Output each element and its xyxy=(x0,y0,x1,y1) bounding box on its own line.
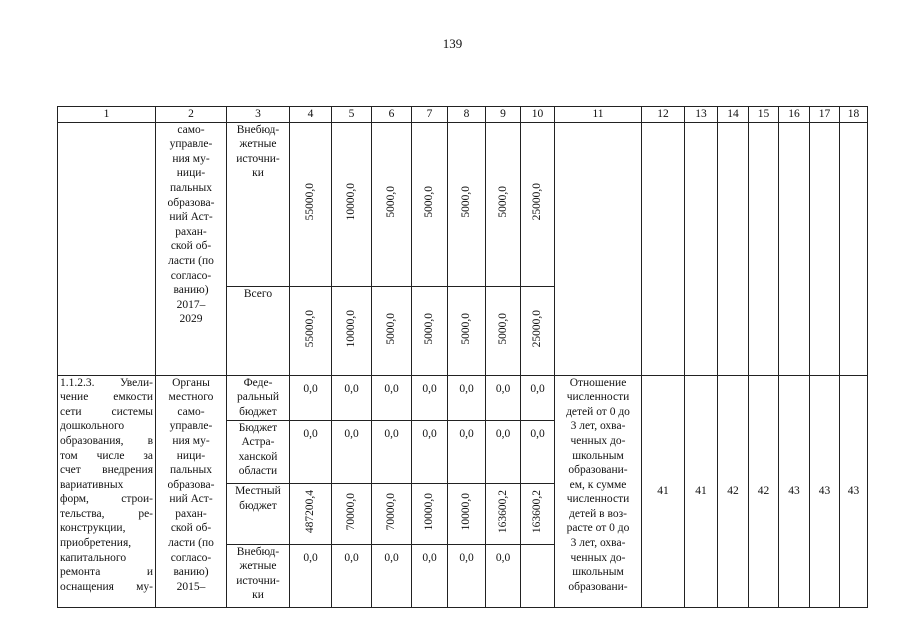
amount-cell xyxy=(521,484,555,544)
header-cell: 10 xyxy=(521,107,555,123)
text-line: источни- xyxy=(236,574,280,587)
target-cell xyxy=(642,122,685,375)
amount-cell xyxy=(290,484,332,544)
amount-cell: 0,0 xyxy=(486,420,521,483)
executor-cell xyxy=(156,122,227,375)
text-line: ральный xyxy=(237,391,279,404)
source-lines xyxy=(227,545,289,603)
text-line: Внебюд- xyxy=(236,123,280,136)
text-line: приобретения, xyxy=(60,537,132,550)
executor-lines xyxy=(156,123,226,327)
target-cell: 41 xyxy=(642,375,685,607)
source-lines xyxy=(227,376,289,420)
text-line: согласо- xyxy=(170,551,212,564)
text-line: ской об- xyxy=(170,240,212,253)
measure-cell xyxy=(58,122,156,375)
amount-cell xyxy=(448,484,486,544)
amount-cell: 0,0 xyxy=(332,544,372,608)
header-cell: 17 xyxy=(810,107,840,123)
header-row xyxy=(58,107,868,123)
text-line: жетные xyxy=(239,138,277,151)
text-line: ремонта и xyxy=(60,566,153,579)
text-line: источни- xyxy=(236,152,280,165)
text-line: рахан- xyxy=(175,507,207,520)
amount-cell: 0,0 xyxy=(290,544,332,608)
amount-cell xyxy=(412,122,448,286)
text-line: Внебюд- xyxy=(236,545,280,558)
text-line: ласти (по xyxy=(168,537,214,550)
text-line: тельства, ре- xyxy=(60,507,153,520)
text-line: бюджет xyxy=(239,499,277,512)
amount-cell: 0,0 xyxy=(372,420,412,483)
text-line: управле- xyxy=(169,138,213,151)
text-line: оснащения му- xyxy=(60,580,153,593)
text-line: местного xyxy=(168,391,214,404)
text-line: 3 лет, охва- xyxy=(570,537,626,550)
amount-cell xyxy=(290,122,332,286)
amount-value: 5000,0 xyxy=(460,186,473,218)
header-cell: 8 xyxy=(448,107,486,123)
amount-cell: 0,0 xyxy=(521,420,555,483)
amount-cell xyxy=(332,286,372,375)
source-cell xyxy=(227,484,290,544)
target-cell xyxy=(749,122,779,375)
indicator-cell xyxy=(555,122,642,375)
amount-value: 55000,0 xyxy=(304,309,317,348)
amount-value: 5000,0 xyxy=(385,312,398,345)
indicator-cell xyxy=(555,375,642,607)
text-line: Местный xyxy=(235,485,281,498)
amount-cell xyxy=(486,484,521,544)
amount-cell xyxy=(332,122,372,286)
text-line: 2017– xyxy=(176,298,206,311)
text-line: согласо- xyxy=(170,269,212,282)
text-line: ний Аст- xyxy=(169,493,213,506)
text-line: области xyxy=(238,465,278,478)
text-line: образовани- xyxy=(568,580,628,593)
source-cell xyxy=(227,544,290,608)
text-line: детей в воз- xyxy=(569,507,627,520)
text-line: школьным xyxy=(572,449,624,462)
text-line: образования, в xyxy=(60,434,153,447)
amount-cell: 0,0 xyxy=(486,375,521,420)
amount-cell: 0,0 xyxy=(332,375,372,420)
header-cell: 13 xyxy=(685,107,718,123)
amount-cell xyxy=(412,286,448,375)
text-line: Органы xyxy=(172,376,210,389)
target-cell: 41 xyxy=(685,375,718,607)
text-line: пальных xyxy=(170,182,212,195)
amount-cell: 0,0 xyxy=(412,420,448,483)
amount-value: 55000,0 xyxy=(304,183,317,221)
text-line: 2029 xyxy=(179,313,203,326)
amount-cell: 0,0 xyxy=(290,420,332,483)
measure-lines xyxy=(60,376,153,595)
text-line: ванию) xyxy=(173,284,209,297)
amount-cell xyxy=(290,286,332,375)
amount-value: 5000,0 xyxy=(423,312,436,345)
source-lines xyxy=(227,484,289,513)
target-cell xyxy=(779,122,810,375)
amount-value: 5000,0 xyxy=(496,186,509,218)
source-cell xyxy=(227,375,290,420)
amount-cell: 0,0 xyxy=(372,544,412,608)
text-line: ния му- xyxy=(172,434,210,447)
amount-cell xyxy=(412,484,448,544)
amount-cell xyxy=(332,484,372,544)
text-line: 3 лет, охва- xyxy=(570,420,626,433)
text-line: ници- xyxy=(176,167,206,180)
text-line: капитального xyxy=(60,551,127,564)
header-cell: 12 xyxy=(642,107,685,123)
amount-cell: 0,0 xyxy=(448,375,486,420)
text-line: дошкольного xyxy=(60,420,125,433)
header-cell: 4 xyxy=(290,107,332,123)
amount-value: 5000,0 xyxy=(385,186,398,218)
text-line: пальных xyxy=(170,464,212,477)
text-line: ханской xyxy=(238,450,278,463)
amount-cell xyxy=(486,122,521,286)
amount-cell xyxy=(448,122,486,286)
text-line: расте от 0 до xyxy=(566,522,630,535)
text-line: ки xyxy=(252,589,264,602)
indicator-lines xyxy=(555,376,641,595)
table-row xyxy=(58,375,868,420)
executor-lines xyxy=(156,376,226,595)
text-line: образова- xyxy=(167,196,215,209)
text-line: вариативных xyxy=(60,478,124,491)
source-cell xyxy=(227,420,290,483)
text-line: форм, строи- xyxy=(60,493,153,506)
header-cell: 18 xyxy=(840,107,868,123)
text-line: само- xyxy=(177,405,205,418)
text-line: ем, к сумме xyxy=(569,478,627,491)
target-cell: 42 xyxy=(718,375,749,607)
measure-cell xyxy=(58,375,156,607)
amount-value: 10000,0 xyxy=(460,492,473,531)
amount-value: 25000,0 xyxy=(531,183,544,221)
text-line: 1.1.2.3. Увели- xyxy=(60,376,153,389)
amount-cell xyxy=(521,286,555,375)
header-cell: 3 xyxy=(227,107,290,123)
amount-value: 163600,2 xyxy=(496,489,509,534)
text-line: чение емкости xyxy=(60,391,153,404)
text-line: Отношение xyxy=(569,376,627,389)
text-line: жетные xyxy=(239,560,277,573)
text-line: численности xyxy=(566,493,630,506)
amount-value: 10000,0 xyxy=(345,309,358,348)
source-lines xyxy=(227,421,289,479)
target-cell xyxy=(810,122,840,375)
table-row xyxy=(58,122,868,286)
source-cell xyxy=(227,122,290,286)
amount-value: 487200,4 xyxy=(304,489,317,534)
amount-cell xyxy=(448,286,486,375)
header-cell: 11 xyxy=(555,107,642,123)
amount-value: 70000,0 xyxy=(385,492,398,531)
amount-cell: 0,0 xyxy=(332,420,372,483)
header-cell: 1 xyxy=(58,107,156,123)
text-line: детей от 0 до xyxy=(566,405,630,418)
target-cell: 42 xyxy=(749,375,779,607)
text-line: ния му- xyxy=(172,152,210,165)
source-lines xyxy=(227,123,289,181)
amount-value: 70000,0 xyxy=(345,492,358,531)
text-line: ской об- xyxy=(170,522,212,535)
text-line: образова- xyxy=(167,478,215,491)
amount-cell: 0,0 xyxy=(290,375,332,420)
header-cell: 16 xyxy=(779,107,810,123)
header-cell: 5 xyxy=(332,107,372,123)
amount-cell: 0,0 xyxy=(486,544,521,608)
text-line: ласти (по xyxy=(168,255,214,268)
text-line: бюджет xyxy=(239,405,277,418)
target-cell: 43 xyxy=(810,375,840,607)
target-cell xyxy=(840,122,868,375)
text-line: управле- xyxy=(169,420,213,433)
amount-value: 5000,0 xyxy=(423,186,436,218)
text-line: ченных до- xyxy=(570,551,626,564)
amount-value: 25000,0 xyxy=(531,309,544,348)
amount-value: 10000,0 xyxy=(423,492,436,531)
amount-cell: 0,0 xyxy=(372,375,412,420)
text-line: том числе за xyxy=(60,449,153,462)
text-line: ний Аст- xyxy=(169,211,213,224)
amount-cell xyxy=(521,544,555,608)
header-cell: 6 xyxy=(372,107,412,123)
amount-cell: 0,0 xyxy=(448,420,486,483)
text-line: конструкции, xyxy=(60,522,126,535)
amount-value: 10000,0 xyxy=(345,183,358,221)
text-line: образовани- xyxy=(568,464,628,477)
amount-cell: 0,0 xyxy=(521,375,555,420)
amount-cell xyxy=(486,286,521,375)
program-table xyxy=(57,106,868,608)
text-line: 2015– xyxy=(176,580,206,593)
header-cell: 2 xyxy=(156,107,227,123)
amount-cell: 0,0 xyxy=(448,544,486,608)
target-cell: 43 xyxy=(779,375,810,607)
text-line: счет внедрения xyxy=(60,464,153,477)
text-line: Бюджет xyxy=(238,421,278,434)
text-line: сети системы xyxy=(60,405,153,418)
header-cell: 9 xyxy=(486,107,521,123)
amount-cell xyxy=(372,286,412,375)
text-line: ченных до- xyxy=(570,434,626,447)
text-line: само- xyxy=(177,123,205,136)
header-cell: 7 xyxy=(412,107,448,123)
amount-cell xyxy=(372,484,412,544)
amount-cell: 0,0 xyxy=(412,375,448,420)
source-cell xyxy=(227,286,290,375)
amount-cell xyxy=(372,122,412,286)
text-line: Феде- xyxy=(243,376,273,389)
header-cell: 15 xyxy=(749,107,779,123)
text-line: ки xyxy=(252,167,264,180)
amount-cell: 0,0 xyxy=(412,544,448,608)
text-line: ванию) xyxy=(173,566,209,579)
amount-cell xyxy=(521,122,555,286)
text-line: школьным xyxy=(572,566,624,579)
header-cell: 14 xyxy=(718,107,749,123)
target-cell xyxy=(718,122,749,375)
target-cell: 43 xyxy=(840,375,868,607)
page-number: 139 xyxy=(442,36,463,51)
text-line: рахан- xyxy=(175,225,207,238)
amount-value: 5000,0 xyxy=(460,312,473,345)
text-line: Астра- xyxy=(241,436,275,449)
amount-value: 163600,2 xyxy=(531,489,544,534)
amount-value: 5000,0 xyxy=(496,312,509,345)
text-line: ници- xyxy=(176,449,206,462)
text-line: численности xyxy=(566,391,630,404)
executor-cell xyxy=(156,375,227,607)
source-label: Всего xyxy=(243,287,273,300)
target-cell xyxy=(685,122,718,375)
